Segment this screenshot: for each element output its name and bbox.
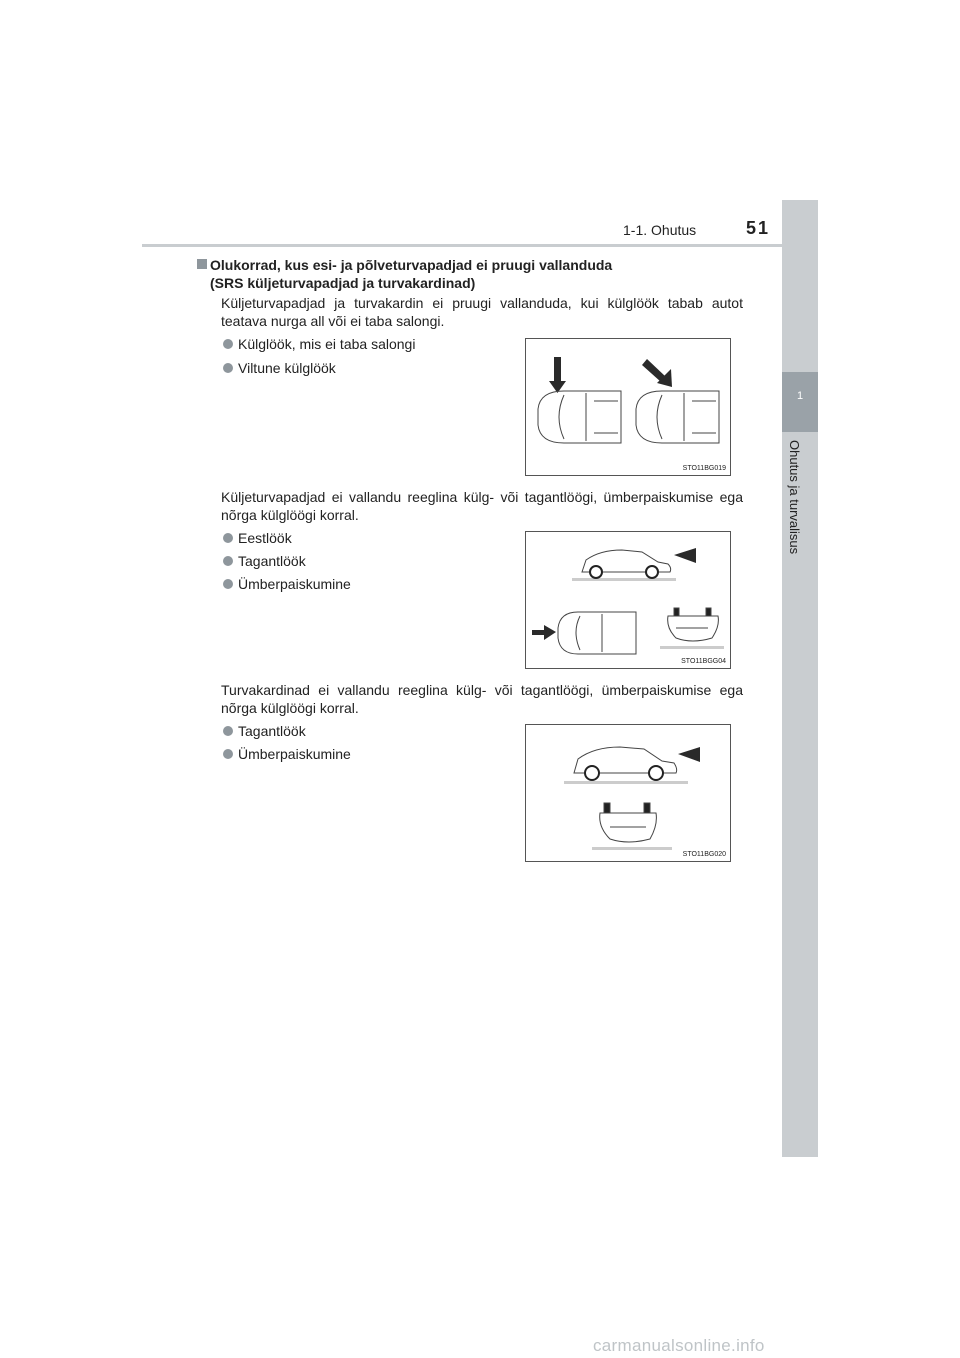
car-rollover-view [592,803,672,850]
page-number: 51 [746,218,771,238]
bullet-text: Ümberpaiskumine [238,576,351,592]
heading-line-2: (SRS küljeturvapadjad ja turvakardinad) [210,275,476,291]
watermark: carmanualsonline.info [593,1336,765,1355]
bullet-text: Viltune külglöök [238,360,336,376]
section-1-bullet-2 [223,359,336,377]
side-chapter-tab-active [782,372,818,432]
bullet-text: Eestlöök [238,530,292,546]
bullet-text: Külglöök, mis ei taba salongi [238,336,416,352]
section-2-bullet-1 [223,529,292,547]
car-top-view-2 [636,391,719,443]
bullet-text: Tagantlöök [238,723,306,739]
figure-code: STO11BG020 [682,851,726,858]
car-top-view-front [558,612,636,654]
header-section-title: 1-1. Ohutus [623,222,697,238]
section-3-bullet-1 [223,722,306,740]
header-rule [142,244,818,247]
bullet-text: Ümberpaiskumine [238,746,351,762]
bullet-dot-icon [223,556,233,566]
down-arrow-icon [549,357,566,393]
section-2-intro: Küljeturvapadjad ei vallandu reeglina külg- või tagantlöögi, ümberpaiskumise ega nõrga külglöögi korral. [221,489,743,523]
section-3-intro: Turvakardinad ei vallandu reeglina külg- või tagantlöögi, ümberpaiskumise ega nõrga külglöögi korral. [221,682,743,716]
section-1-intro: Küljeturvapadjad ja turvakardin ei pruugi vallanduda, kui külglöök tabab autot teatava nurga all või ei taba salongi. [221,295,743,329]
section-2-bullet-2 [223,552,306,570]
bullet-dot-icon [223,726,233,736]
diagonal-arrow-icon [642,359,672,387]
bullet-dot-icon [223,533,233,543]
bullet-dot-icon [223,339,233,349]
heading-square-icon [197,259,207,269]
rear-arrow-icon [678,747,700,762]
front-arrow-icon [532,625,556,640]
figure-code: STO11BG019 [682,465,726,472]
car-rollover-view [660,608,724,649]
bullet-dot-icon [223,579,233,589]
car-side-view [564,747,688,784]
section-1-bullet-1 [223,335,415,353]
side-chapter-number: 1 [796,390,804,402]
figure-rear-rollover [525,724,731,862]
rear-arrow-icon [674,548,696,563]
section-heading [210,256,750,292]
section-2-bullet-3 [223,575,351,593]
car-side-view [572,550,676,581]
side-chapter-tab [782,200,818,1157]
heading-line-1: Olukorrad, kus esi- ja põlveturvapadjad ei pruugi vallanduda [210,257,613,273]
bullet-dot-icon [223,749,233,759]
bullet-dot-icon [223,363,233,373]
figure-code: STO11BGG04 [681,658,726,665]
bullet-text: Tagantlöök [238,553,306,569]
figure-side-impact [525,338,731,476]
side-chapter-title: Ohutus ja turvalisus [787,440,802,555]
car-top-view-1 [538,391,621,443]
figure-front-rear-rollover [525,531,731,669]
section-3-bullet-2 [223,745,351,763]
